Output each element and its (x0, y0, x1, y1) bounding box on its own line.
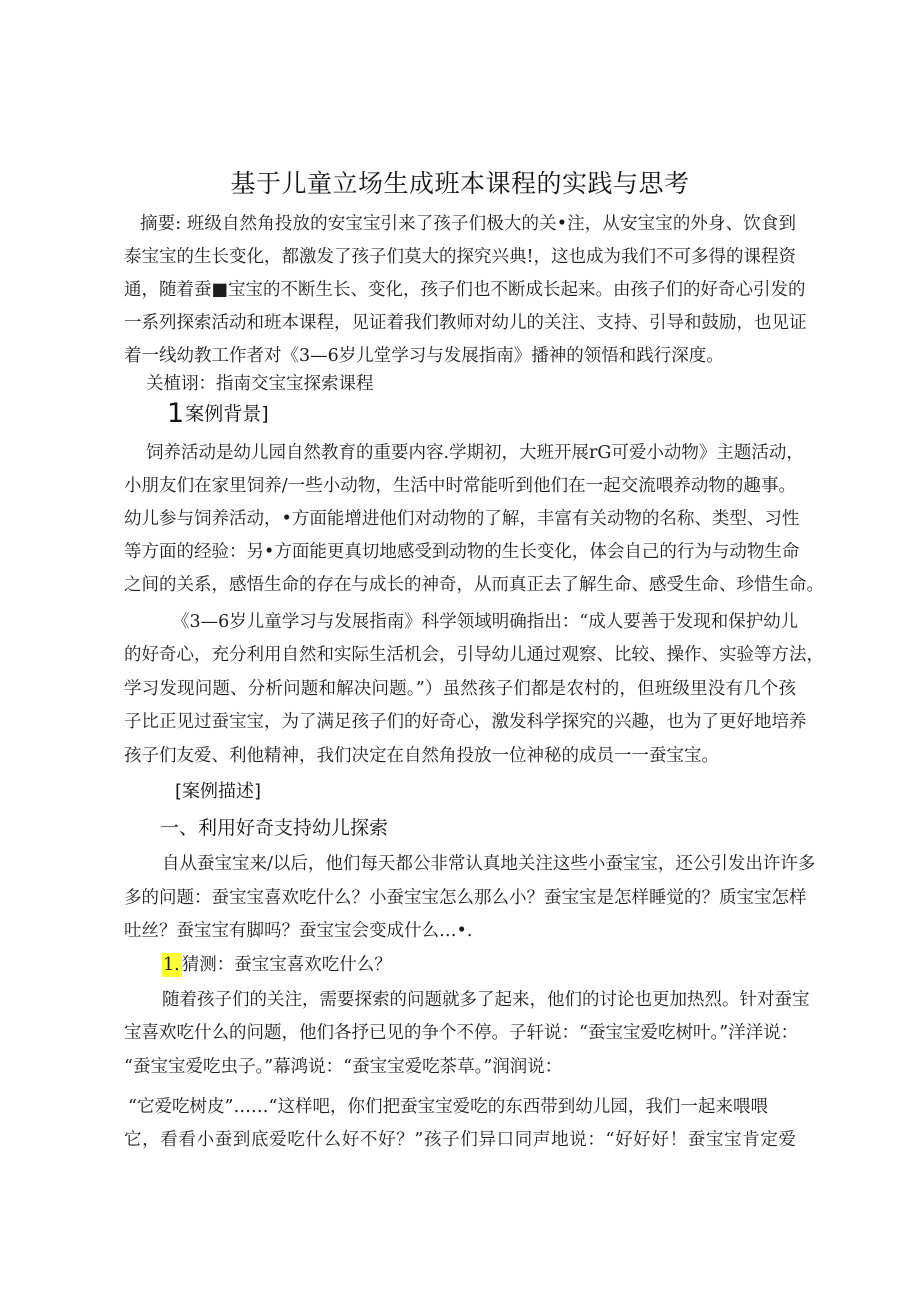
background-line: 孩子们友爱、利他精神，我们决定在自然角投放一位神秘的成员一一蚕宝宝。 (124, 746, 719, 766)
background-line: 饲养活动是幼儿园自然教育的重要内容.学期初，大班开展rG可爱小动物》主题活动， (146, 443, 804, 463)
abstract-line: 泰宝宝的生长变化，都激发了孩子们莫大的探究兴典!，这也成为我们不可多得的课程资 (124, 247, 797, 267)
curiosity-line: 吐丝？蚕宝宝有脚吗？蚕宝宝会变成什么…•. (124, 921, 473, 941)
section-label: 案例背景] (185, 403, 269, 425)
document-title: 基于儿童立场生成班本课程的实践与思考 (230, 169, 690, 198)
dialog-line: 它，看看小蚕到底爱吃什么好不好？”孩子们异口同声地说：“好好好！蚕宝宝肯定爱 (124, 1130, 796, 1150)
background-line: 小朋友们在家里饲养/一些小动物，生活中时常能听到他们在一起交流喂养动物的趣事。 (124, 476, 796, 496)
keywords-line: 关植诩：指南交宝宝探索课程 (146, 374, 374, 394)
dialog-line: “它爱吃树皮”……“这样吧，你们把蚕宝宝爱吃的东西带到幼儿园，我们一起来喂喂 (128, 1097, 768, 1117)
guess-line: 随着孩子们的关注，需要探索的问题就多了起来，他们的讨论也更加热烈。针对蚕宝 (162, 990, 810, 1010)
abstract-line: 摘要: 班级自然角投放的安宝宝引来了孩子们极大的关•注，从安宝宝的外身、饮食到 (140, 214, 796, 234)
background-line: 幼儿参与饲养活动，•方面能增进他们对动物的了解，丰富有关动物的名称、类型、习性 (124, 509, 800, 529)
background-line: 学习发现问题、分析问题和解决问题。”）虽然孩子们都是农村的，但班级里没有几个孩 (124, 679, 796, 699)
subheading: 一、利用好奇支持幼儿探索 (160, 817, 389, 839)
background-line: 等方面的经验：另•方面能更真切地感受到动物的生长变化，体会自己的行为与动物生命 (124, 542, 800, 562)
background-line: 的好奇心，充分利用自然和实际生活机会，引导幼儿通过观察、比较、操作、实验等方法， (124, 645, 824, 665)
curiosity-line: 多的问题：蚕宝宝喜欢吃什么？小蚕宝宝怎么那么小？蚕宝宝是怎样睡觉的？质宝宝怎样 (124, 888, 807, 908)
abstract-line: 一系列探索活动和班本课程，见证着我们教师对幼儿的关注、支持、引导和鼓励，也见证 (124, 313, 807, 333)
guess-line: 宝喜欢吃什么的问题，他们各抒已见的争个不停。子轩说：“蚕宝宝爱吃树叶。”洋洋说： (124, 1023, 799, 1043)
list-item-guess (162, 953, 392, 977)
section-number: 1 (167, 398, 185, 429)
background-line: 子比正见过蚕宝宝，为了满足孩子们的好奇心，激发科学探究的兴趣，也为了更好地培养 (124, 712, 807, 732)
section-heading-description: [案例描述] (175, 781, 262, 802)
guess-line: “蚕宝宝爱吃虫子。”幕鸿说：“蚕宝宝爱吃茶草。”润润说： (124, 1057, 563, 1077)
highlighted-number: 1. (163, 955, 180, 975)
curiosity-line: 自从蚕宝宝来/以后，他们每天都公非常认真地关注这些小蚕宝宝，还公引发出许许多 (162, 854, 816, 874)
background-line: 之间的关系，感悟生命的存在与成长的神奇，从而真正去了解生命、感受生命、珍惜生命。 (124, 575, 824, 595)
list-item-text: 猜测：蚕宝宝喜欢吃什么？ (181, 955, 392, 975)
abstract-line: 通，随着蚕■宝宝的不断生长、变化，孩子们也不断成长起来。由孩子们的好奇心引发的 (124, 280, 806, 300)
background-line: 《3—6岁儿童学习与发展指南》科学领域明确指出：“成人要善于发现和保护幼儿 (172, 612, 799, 632)
abstract-line: 着一线幼教工作者对《3—6岁儿堂学习与发展指南》播神的领悟和践行深度。 (124, 346, 724, 366)
section-heading-background (167, 398, 269, 429)
